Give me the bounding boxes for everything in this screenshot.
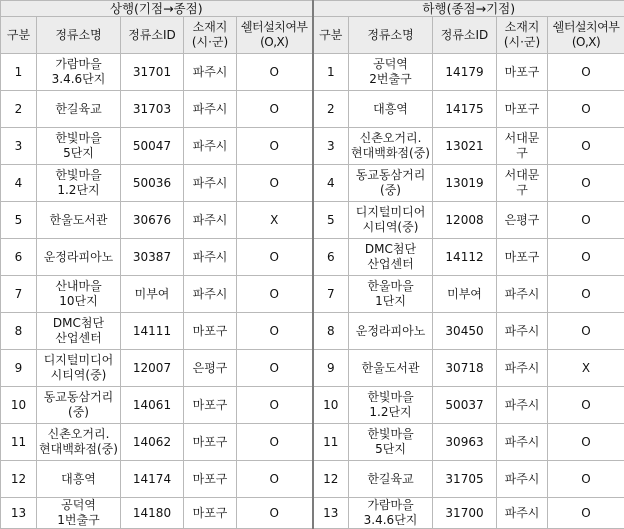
col-header-number: 구분 (1, 17, 37, 54)
table-row (1, 54, 624, 91)
down-stop-name-cell: DMC첨단 산업센터 (349, 239, 433, 276)
up-stop-location-cell: 마포구 (184, 461, 237, 498)
up-stop-location-cell: 파주시 (184, 202, 237, 239)
down-shelter-status-cell: O (548, 313, 624, 350)
col-header-number: 구분 (313, 17, 349, 54)
up-stop-location-cell: 파주시 (184, 54, 237, 91)
down-stop-number-cell: 13 (313, 498, 349, 529)
col-header-stop-id: 정류소ID (121, 17, 184, 54)
down-stop-location-cell: 파주시 (497, 461, 548, 498)
up-stop-id-cell: 31703 (121, 91, 184, 128)
down-stop-name-cell: 한울도서관 (349, 350, 433, 387)
table-row (1, 387, 624, 424)
up-stop-number-cell: 9 (1, 350, 37, 387)
down-stop-name-cell: 한울마을 1단지 (349, 276, 433, 313)
col-header-location: 소재지 (시·군) (184, 17, 237, 54)
up-stop-number-cell: 12 (1, 461, 37, 498)
up-stop-location-cell: 마포구 (184, 498, 237, 529)
down-stop-id-cell: 50037 (433, 387, 497, 424)
down-stop-number-cell: 6 (313, 239, 349, 276)
up-stop-name-cell: 운정라피아노 (37, 239, 121, 276)
up-stop-location-cell: 마포구 (184, 424, 237, 461)
up-stop-name-cell: 디지털미디어 시티역(중) (37, 350, 121, 387)
up-stop-number-cell: 7 (1, 276, 37, 313)
up-stop-number-cell: 1 (1, 54, 37, 91)
up-stop-location-cell: 은평구 (184, 350, 237, 387)
down-stop-id-cell: 31705 (433, 461, 497, 498)
table-row (1, 276, 624, 313)
down-stop-name-cell: 가람마을 3.4.6단지 (349, 498, 433, 529)
col-header-stop-name: 정류소명 (37, 17, 121, 54)
column-header-row (1, 17, 624, 54)
down-stop-number-cell: 3 (313, 128, 349, 165)
up-stop-name-cell: 산내마을 10단지 (37, 276, 121, 313)
up-shelter-status-cell: O (237, 54, 313, 91)
down-stop-id-cell: 14179 (433, 54, 497, 91)
table-row (1, 239, 624, 276)
table-row (1, 91, 624, 128)
col-header-location: 소재지 (시·군) (497, 17, 548, 54)
table-row (1, 424, 624, 461)
down-stop-location-cell: 파주시 (497, 350, 548, 387)
down-stop-location-cell: 서대문 구 (497, 165, 548, 202)
direction-header-row (1, 1, 624, 17)
up-stop-id-cell: 50036 (121, 165, 184, 202)
down-stop-id-cell: 미부여 (433, 276, 497, 313)
down-shelter-status-cell: O (548, 276, 624, 313)
up-stop-id-cell: 12007 (121, 350, 184, 387)
down-stop-name-cell: 공덕역 2번출구 (349, 54, 433, 91)
up-stop-id-cell: 14180 (121, 498, 184, 529)
down-stop-name-cell: 동교동삼거리 (중) (349, 165, 433, 202)
down-stop-id-cell: 31700 (433, 498, 497, 529)
down-shelter-status-cell: O (548, 387, 624, 424)
down-shelter-status-cell: O (548, 424, 624, 461)
down-stop-name-cell: 대흥역 (349, 91, 433, 128)
down-stop-number-cell: 11 (313, 424, 349, 461)
down-stop-location-cell: 파주시 (497, 498, 548, 529)
up-stop-location-cell: 파주시 (184, 165, 237, 202)
table-row (1, 165, 624, 202)
col-header-stop-id: 정류소ID (433, 17, 497, 54)
down-stop-location-cell: 마포구 (497, 54, 548, 91)
up-direction-header: 상행(기점→종점) (1, 1, 313, 17)
up-stop-location-cell: 파주시 (184, 276, 237, 313)
down-stop-id-cell: 12008 (433, 202, 497, 239)
down-shelter-status-cell: O (548, 461, 624, 498)
up-stop-name-cell: 가람마을 3.4.6단지 (37, 54, 121, 91)
down-stop-name-cell: 한빛마을 1.2단지 (349, 387, 433, 424)
up-stop-location-cell: 파주시 (184, 239, 237, 276)
down-stop-location-cell: 마포구 (497, 91, 548, 128)
down-stop-id-cell: 30718 (433, 350, 497, 387)
up-stop-name-cell: 동교동삼거리 (중) (37, 387, 121, 424)
col-header-shelter: 쉘터설치여부 (O,X) (548, 17, 624, 54)
col-header-stop-name: 정류소명 (349, 17, 433, 54)
up-stop-name-cell: DMC첨단 산업센터 (37, 313, 121, 350)
down-shelter-status-cell: O (548, 54, 624, 91)
up-shelter-status-cell: O (237, 424, 313, 461)
up-shelter-status-cell: O (237, 276, 313, 313)
up-stop-id-cell: 14061 (121, 387, 184, 424)
up-stop-name-cell: 한빛마을 5단지 (37, 128, 121, 165)
table-row (1, 461, 624, 498)
up-stop-name-cell: 한빛마을 1.2단지 (37, 165, 121, 202)
down-shelter-status-cell: O (548, 128, 624, 165)
down-stop-number-cell: 9 (313, 350, 349, 387)
down-stop-location-cell: 파주시 (497, 276, 548, 313)
up-stop-id-cell: 50047 (121, 128, 184, 165)
up-shelter-status-cell: O (237, 387, 313, 424)
down-stop-number-cell: 8 (313, 313, 349, 350)
down-stop-number-cell: 10 (313, 387, 349, 424)
up-stop-name-cell: 공덕역 1번출구 (37, 498, 121, 529)
down-shelter-status-cell: O (548, 202, 624, 239)
down-direction-header: 하행(종점→기점) (313, 1, 624, 17)
down-stop-number-cell: 1 (313, 54, 349, 91)
down-stop-number-cell: 2 (313, 91, 349, 128)
up-stop-name-cell: 대흥역 (37, 461, 121, 498)
up-stop-id-cell: 14174 (121, 461, 184, 498)
down-stop-name-cell: 한빛마을 5단지 (349, 424, 433, 461)
down-stop-location-cell: 파주시 (497, 313, 548, 350)
table-row (1, 313, 624, 350)
up-stop-number-cell: 2 (1, 91, 37, 128)
down-stop-id-cell: 13021 (433, 128, 497, 165)
up-stop-location-cell: 마포구 (184, 313, 237, 350)
up-stop-id-cell: 31701 (121, 54, 184, 91)
down-shelter-status-cell: O (548, 165, 624, 202)
up-stop-number-cell: 13 (1, 498, 37, 529)
down-stop-number-cell: 4 (313, 165, 349, 202)
up-stop-number-cell: 10 (1, 387, 37, 424)
up-stop-number-cell: 11 (1, 424, 37, 461)
down-stop-id-cell: 14175 (433, 91, 497, 128)
down-shelter-status-cell: O (548, 239, 624, 276)
up-stop-id-cell: 30676 (121, 202, 184, 239)
down-stop-name-cell: 한길육교 (349, 461, 433, 498)
up-stop-number-cell: 3 (1, 128, 37, 165)
down-stop-location-cell: 은평구 (497, 202, 548, 239)
up-stop-number-cell: 4 (1, 165, 37, 202)
down-stop-location-cell: 서대문 구 (497, 128, 548, 165)
up-stop-number-cell: 5 (1, 202, 37, 239)
down-stop-id-cell: 30450 (433, 313, 497, 350)
table-body (1, 54, 624, 529)
up-shelter-status-cell: O (237, 313, 313, 350)
table-row (1, 202, 624, 239)
up-shelter-status-cell: O (237, 498, 313, 529)
down-shelter-status-cell: O (548, 498, 624, 529)
up-stop-name-cell: 한길육교 (37, 91, 121, 128)
up-stop-id-cell: 30387 (121, 239, 184, 276)
up-stop-number-cell: 8 (1, 313, 37, 350)
down-stop-number-cell: 7 (313, 276, 349, 313)
down-shelter-status-cell: O (548, 91, 624, 128)
up-stop-location-cell: 파주시 (184, 128, 237, 165)
down-stop-id-cell: 30963 (433, 424, 497, 461)
table-row (1, 128, 624, 165)
up-stop-number-cell: 6 (1, 239, 37, 276)
up-stop-name-cell: 한울도서관 (37, 202, 121, 239)
down-stop-location-cell: 파주시 (497, 424, 548, 461)
up-stop-id-cell: 미부여 (121, 276, 184, 313)
down-stop-id-cell: 13019 (433, 165, 497, 202)
table-row (1, 498, 624, 529)
down-stop-name-cell: 신촌오거리. 현대백화점(중) (349, 128, 433, 165)
up-stop-id-cell: 14062 (121, 424, 184, 461)
col-header-shelter: 쉘터설치여부 (O,X) (237, 17, 313, 54)
up-shelter-status-cell: O (237, 350, 313, 387)
up-stop-location-cell: 마포구 (184, 387, 237, 424)
up-shelter-status-cell: O (237, 165, 313, 202)
table-row (1, 350, 624, 387)
up-shelter-status-cell: O (237, 461, 313, 498)
down-stop-id-cell: 14112 (433, 239, 497, 276)
up-stop-id-cell: 14111 (121, 313, 184, 350)
down-shelter-status-cell: X (548, 350, 624, 387)
up-shelter-status-cell: X (237, 202, 313, 239)
up-shelter-status-cell: O (237, 128, 313, 165)
down-stop-name-cell: 디지털미디어 시티역(중) (349, 202, 433, 239)
down-stop-location-cell: 파주시 (497, 387, 548, 424)
up-shelter-status-cell: O (237, 239, 313, 276)
down-stop-name-cell: 운정라피아노 (349, 313, 433, 350)
up-stop-location-cell: 파주시 (184, 91, 237, 128)
up-shelter-status-cell: O (237, 91, 313, 128)
down-stop-number-cell: 12 (313, 461, 349, 498)
down-stop-location-cell: 마포구 (497, 239, 548, 276)
down-stop-number-cell: 5 (313, 202, 349, 239)
up-stop-name-cell: 신촌오거리. 현대백화점(중) (37, 424, 121, 461)
